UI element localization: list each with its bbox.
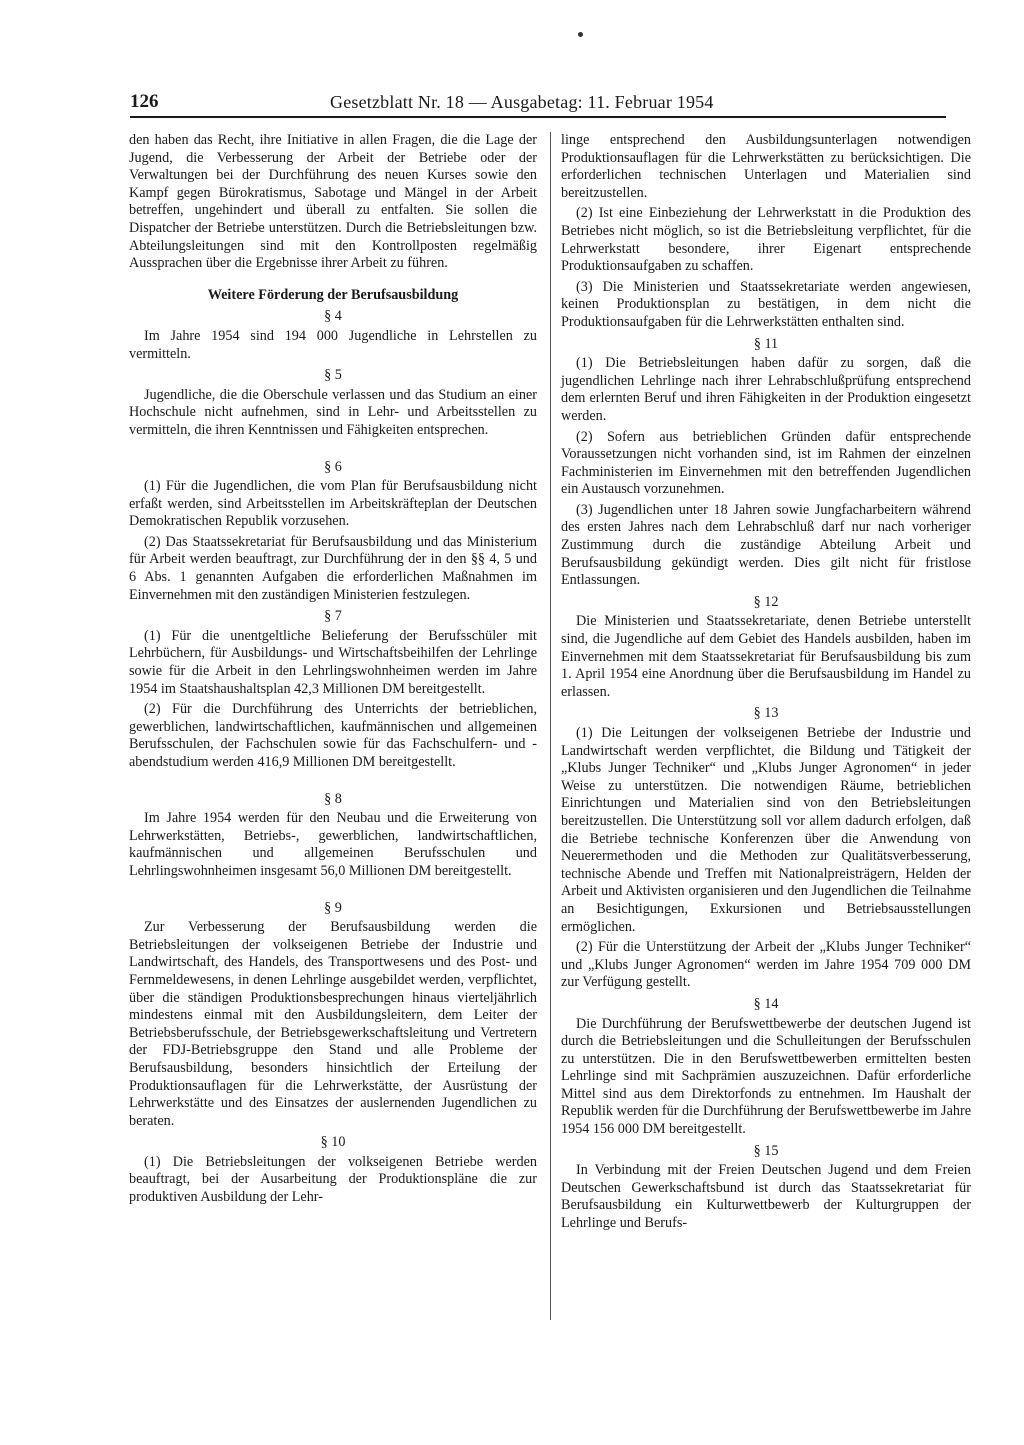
paragraph-number: § 6 [324,458,342,475]
paragraph-number: § 7 [324,608,342,625]
paragraph: Jugendliche, die die Oberschule verlassen und das Studium an einer Hochschule nicht aufnehmen, sind in Lehr- und Arbeitsstellen zu vermitteln, die ihren Kenntnissen und Fähigkeiten entsprechen. [129,386,537,438]
paragraph: (3) Jugendlichen unter 18 Jahren sowie Jungfacharbeitern während des ersten Jahres nach dem Lehrabschluß darf nur nach vorheriger Zustimmung durch die zuständige Abteilung Arbeit und Berufsausbildung gekündigt werden. Dies gilt nicht für fristlose Entlassungen. [561,501,971,589]
paragraph: Die Durchführung der Berufswettbewerbe der deutschen Jugend ist durch die Betriebsleitungen und die Schulleitungen der Berufsschulen zu unterstützen. Die in den Berufswettbewerben ermittelten besten Lehrlinge sind mit Sachprämien auszuzeichnen. Dafür erforderliche Mittel sind aus dem Direktorfonds zu entnehmen. Im Haushalt der Republik werden für die Durchführung der Berufswettbewerbe im Jahre 1954 156 000 DM bereitgestellt. [561,1015,971,1138]
paragraph: (1) Die Betriebsleitungen haben dafür zu sorgen, daß die jugendlichen Lehrlinge nach ihrer Lehrabschlußprüfung entsprechend dem erlernten Beruf und ihren Fähigkeiten in der Produktion eingesetzt werden. [561,355,971,424]
paragraph-number: § 4 [324,308,342,325]
paragraph: (3) Die Ministerien und Staatssekretariate werden angewiesen, keinen Produktionsplan zu bestätigen, in dem nicht die Produktionsaufgaben für die Lehrwerkstätten enthalten sind. [561,278,971,330]
column-divider [550,132,551,1320]
paragraph: (1) Für die Jugendlichen, die vom Plan für Berufsausbildung nicht erfaßt werden, sind Arbeitsstellen im Arbeitskräfteplan der Deutschen Demokratischen Republik vorzusehen. [129,478,537,530]
paragraph-number: § 12 [753,593,779,610]
paragraph: (2) Das Staatssekretariat für Berufsausbildung und das Ministerium für Arbeit werden beauftragt, zur Durchführung der in den §§ 4, 5 und 6 Abs. 1 genannten Aufgaben die erforderlichen Maßnahmen im Einvernehmen mit den zuständigen Ministerien festzulegen. [129,533,537,603]
paragraph-number: § 11 [753,335,779,352]
paragraph: Die Ministerien und Staatssekretariate, denen Betriebe unterstellt sind, die Jugendliche auf dem Gebiet des Handels ausbilden, haben im Einvernehmen mit dem Staatssekretariat für Berufsausbildung bis zum 1. April 1954 eine Anordnung über die Berufsausbildung im Handel zu erlassen. [561,613,971,700]
paragraph: Im Jahre 1954 werden für den Neubau und die Erweiterung von Lehrwerkstätten, Betriebs-, gewerblichen, landwirtschaftlichen, kaufmännischen und allgemeinen Berufsschulen und Lehrlingswohnheimen insgesamt 56,0 Millionen DM bereitgestellt. [129,810,537,879]
paragraph: (2) Für die Durchführung des Unterrichts der betrieblichen, gewerblichen, landwirtschaftlichen, kaufmännischen und allgemeinen Berufsschulen, der Fachschulen sowie für das Fachschulfern- und -abendstudium werden 416,9 Millionen DM bereitgestellt. [129,701,537,770]
right-column [561,132,971,1236]
paragraph-number: § 10 [320,1134,346,1151]
paragraph: (2) Für die Unterstützung der Arbeit der „Klubs Junger Techniker“ und „Klubs Junger Agronomen“ werden im Jahre 1954 709 000 DM zur Verfügung gestellt. [561,939,971,991]
page-header [130,90,946,118]
paragraph-number: § 14 [753,995,779,1012]
paragraph: Zur Verbesserung der Berufsausbildung werden die Betriebsleitungen der volkseigenen Betriebe der Industrie und Landwirtschaft, des Handels, des Transportwesens und des Post- und Fernmeldewesens, in denen Lehrlinge ausgebildet werden, verpflichtet, über die ständigen Produktionsbesprechungen hinaus vierteljährlich mindestens einmal mit den Ausbildungsleitern, dem Leiter der Betriebsberufsschule, der Betriebsgewerkschaftsleitung und Vertretern der FDJ-Betriebsgruppe den Stand und alle Probleme der Berufsausbildung, besonders hinsichtlich der Erteilung der Produktionsauflagen für die Lehrwerkstätte, der Ausrüstung der Lehrwerkstätte und des Einsatzes der auslernenden Jugendlichen zu beraten. [129,919,537,1129]
paragraph: den haben das Recht, ihre Initiative in allen Fragen, die die Lage der Jugend, die Verbesserung der Arbeit der Betriebe oder der Verwaltungen bei der Durchführung des neuen Kurses sowie den Kampf gegen Bürokratismus, Sabotage und Mängel in der Arbeit betreffen, ungehindert und überall zu entfalten. Sie sollen die Dispatcher der Betriebe unterstützen. Durch die Betriebsleitungen bzw. Abteilungsleitungen sind mit den Kontrollposten regelmäßig Aussprachen über die Ergebnisse ihrer Arbeit zu führen. [129,132,537,272]
paragraph-number: § 8 [324,790,342,807]
paragraph: In Verbindung mit der Freien Deutschen Jugend und dem Freien Deutschen Gewerkschaftsbund ist durch das Staatssekretariat für Berufsausbildung ein Kulturwettbewerb der Kulturgruppen der Lehrlinge und Berufs- [561,1162,971,1232]
paragraph-number: § 5 [324,367,342,384]
paragraph-number: § 15 [753,1142,779,1159]
page-number: 126 [130,91,159,112]
paragraph: (1) Für die unentgeltliche Belieferung der Berufsschüler mit Lehrbüchern, für Ausbildungs- und Wirtschaftsbeihilfen der Lehrlinge sowie für die Arbeit in den Lehrlingswohnheimen werden im Jahre 1954 im Staatshaushaltsplan 42,3 Millionen DM bereitgestellt. [129,627,537,697]
paragraph: linge entsprechend den Ausbildungsunterlagen notwendigen Produktionsauflagen für die Lehrwerkstätten zu berücksichtigen. Die erforderlichen technischen Unterlagen und Materialien sind bereitzustellen. [561,132,971,201]
paragraph: (2) Ist eine Einbeziehung der Lehrwerkstatt in die Produktion des Betriebes nicht möglich, so ist die Betriebsleitung verpflichtet, für die Lehrwerkstatt besondere, ihrer Eigenart entsprechende Produktionsaufgaben zu schaffen. [561,205,971,275]
left-column [129,132,537,1210]
header-title: Gesetzblatt Nr. 18 — Ausgabetag: 11. Februar 1954 [330,92,714,112]
paragraph-number: § 9 [324,899,342,916]
paragraph: (1) Die Leitungen der volkseigenen Betriebe der Industrie und Landwirtschaft werden verpflichtet, die Bildung und Tätigkeit der „Klubs Junger Techniker“ und „Klubs Junger Agronomen“ in jeder Weise zu unterstützen. Die notwendigen Räume, betrieblichen Einrichtungen und Materialien sind von den Betriebsleitungen bereitzustellen. Die Unterstützung soll vor allem dadurch erfolgen, daß die Betriebe technische Konferenzen über die Anwendung von Neuerermethoden und die Methoden zur Qualitätsverbesserung, technische Abende und Treffen mit Nationalpreisträgern, Helden der Arbeit und Aktivisten organisieren und den Jugendlichen die Teilnahme an Besichtigungen, Exkursionen und Betriebsausstellungen ermöglichen. [561,725,971,935]
paragraph: (1) Die Betriebsleitungen der volkseigenen Betriebe werden beauftragt, bei der Ausarbeitung der Produktionspläne die zur produktiven Ausbildung der Lehr- [129,1153,537,1206]
print-speck [578,32,583,37]
paragraph: (2) Sofern aus betrieblichen Gründen dafür entsprechende Voraussetzungen nicht vorhanden sind, ist im Rahmen der einzelnen Fachministerien im Einvernehmen mit den betreffenden Jugendlichen ein Austausch vorzunehmen. [561,428,971,498]
paragraph-number: § 13 [753,705,779,722]
paragraph: Im Jahre 1954 sind 194 000 Jugendliche in Lehrstellen zu vermitteln. [129,327,537,362]
section-heading: Weitere Förderung der Berufsausbildung [207,286,459,303]
